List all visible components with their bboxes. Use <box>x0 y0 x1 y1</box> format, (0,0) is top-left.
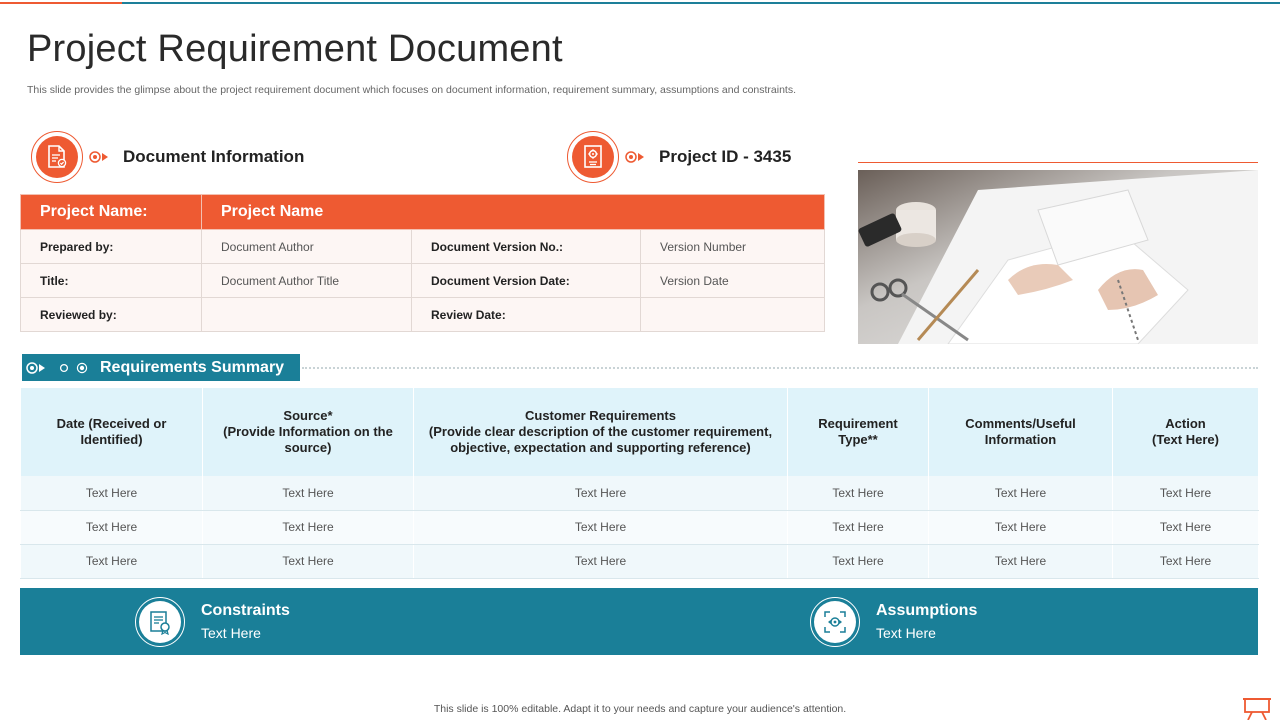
review-date-value <box>641 298 825 332</box>
table-cell: Text Here <box>203 544 414 578</box>
version-no-label: Document Version No.: <box>412 230 641 264</box>
target-arrow-icon <box>26 362 46 374</box>
table-cell: Text Here <box>21 510 203 544</box>
constraints-title: Constraints <box>201 602 290 619</box>
assumptions-title: Assumptions <box>876 602 978 619</box>
table-row <box>21 298 825 332</box>
certificate-icon <box>147 609 173 635</box>
column-header-comments: Comments/Useful Information <box>929 388 1113 476</box>
table-cell: Text Here <box>929 510 1113 544</box>
ring-dot-icon <box>76 362 90 374</box>
table-row <box>21 230 825 264</box>
table-cell: Text Here <box>788 476 929 510</box>
focus-target-icon <box>822 609 848 635</box>
project-name-value: Project Name <box>202 195 825 230</box>
requirements-table <box>20 388 1259 579</box>
column-header-customer-requirements: Customer Requirements (Provide clear description of the customer requirement, objective, expectation and supporting reference) <box>414 388 788 476</box>
version-no-value: Version Number <box>641 230 825 264</box>
table-cell: Text Here <box>929 544 1113 578</box>
document-information-label: Document Information <box>123 147 305 166</box>
photo-accent-line <box>858 162 1258 163</box>
page-subtitle: This slide provides the glimpse about the project requirement document which focuses on document information, requirement summary, assumptions and constraints. <box>27 84 797 96</box>
assumptions-badge <box>810 597 860 647</box>
table-row <box>21 544 1259 578</box>
target-arrow-icon <box>625 151 645 163</box>
project-id-label: Project ID - 3435 <box>659 147 792 166</box>
table-cell: Text Here <box>203 510 414 544</box>
table-cell: Text Here <box>1113 544 1259 578</box>
prepared-by-value: Document Author <box>202 230 412 264</box>
column-header-action: Action (Text Here) <box>1113 388 1259 476</box>
top-rule-accent <box>0 2 122 4</box>
table-cell: Text Here <box>788 544 929 578</box>
desk-photo <box>858 170 1258 344</box>
requirements-summary-banner <box>22 354 300 381</box>
project-id-heading <box>567 131 791 183</box>
doc-table-header-row <box>21 195 825 230</box>
reviewed-by-label: Reviewed by: <box>21 298 202 332</box>
document-check-icon <box>45 144 69 170</box>
project-name-label: Project Name: <box>21 195 202 230</box>
presentation-board-icon <box>1242 697 1272 720</box>
dotted-divider <box>302 367 1258 369</box>
table-row <box>21 264 825 298</box>
version-date-value: Version Date <box>641 264 825 298</box>
requirements-summary-title: Requirements Summary <box>100 358 285 376</box>
title-value: Document Author Title <box>202 264 412 298</box>
constraints-block <box>135 588 290 655</box>
table-cell: Text Here <box>21 544 203 578</box>
document-info-table <box>20 194 825 332</box>
table-row <box>21 476 1259 510</box>
prepared-by-label: Prepared by: <box>21 230 202 264</box>
table-cell: Text Here <box>21 476 203 510</box>
constraints-assumptions-bar <box>20 588 1258 655</box>
table-cell: Text Here <box>929 476 1113 510</box>
table-cell: Text Here <box>414 476 788 510</box>
ring-dot-icon <box>58 362 72 374</box>
column-header-requirement-type: Requirement Type** <box>788 388 929 476</box>
table-cell: Text Here <box>203 476 414 510</box>
constraints-text: Text Here <box>201 625 261 641</box>
column-header-date: Date (Received or Identified) <box>21 388 203 476</box>
reviewed-by-value <box>202 298 412 332</box>
constraints-badge <box>135 597 185 647</box>
project-badge <box>567 131 619 183</box>
table-row <box>21 510 1259 544</box>
version-date-label: Document Version Date: <box>412 264 641 298</box>
table-cell: Text Here <box>414 544 788 578</box>
title-label: Title: <box>21 264 202 298</box>
table-cell: Text Here <box>788 510 929 544</box>
target-arrow-icon <box>89 151 109 163</box>
footer-note: This slide is 100% editable. Adapt it to your needs and capture your audience's attention. <box>433 703 847 715</box>
column-header-source: Source* (Provide Information on the source) <box>203 388 414 476</box>
document-badge <box>31 131 83 183</box>
table-cell: Text Here <box>414 510 788 544</box>
assumptions-block <box>810 588 977 655</box>
table-cell: Text Here <box>1113 510 1259 544</box>
document-information-heading <box>31 131 304 183</box>
requirements-header-row <box>21 388 1259 476</box>
assumptions-text: Text Here <box>876 625 936 641</box>
document-gear-icon <box>581 144 605 170</box>
review-date-label: Review Date: <box>412 298 641 332</box>
page-title: Project Requirement Document <box>27 28 563 70</box>
top-rule <box>0 2 1280 4</box>
table-cell: Text Here <box>1113 476 1259 510</box>
